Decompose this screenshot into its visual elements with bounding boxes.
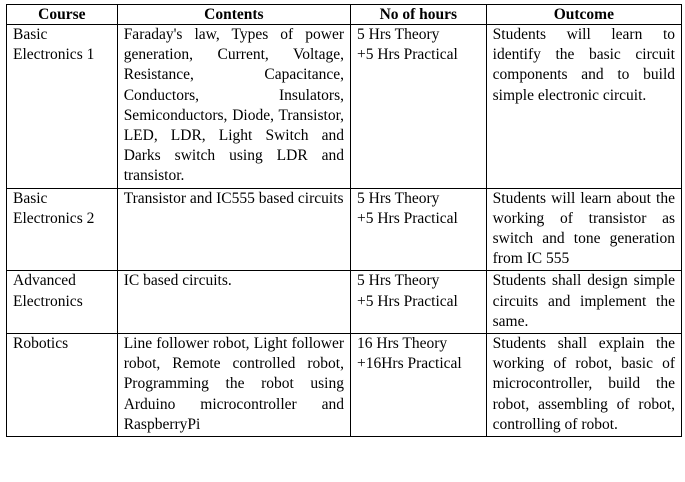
outcome-cell: Students shall design simple circuits and implement the same. — [486, 271, 681, 334]
hours-practical: +5 Hrs Practical — [357, 292, 458, 310]
contents-cell: Transistor and IC555 based circuits — [117, 188, 350, 271]
course-name-line: Basic — [13, 26, 48, 43]
table-row — [7, 188, 682, 271]
course-name-line: Electronics — [13, 292, 83, 310]
course-name-line: Robotics — [13, 335, 69, 353]
header-hours: No of hours — [351, 5, 487, 25]
contents-cell: Line follower robot, Light follower robot, Remote controlled robot, Programming the robot using Arduino microcontroller and RaspberryPi — [117, 334, 350, 437]
hours-theory: 5 Hrs Theory — [357, 189, 440, 207]
course-cell — [7, 334, 118, 437]
contents-cell: IC based circuits. — [117, 271, 350, 334]
hours-cell — [351, 334, 487, 437]
course-cell — [7, 188, 118, 271]
hours-cell — [351, 188, 487, 271]
hours-cell — [351, 271, 487, 334]
hours-practical: +5 Hrs Practical — [357, 209, 458, 227]
course-name-line: Basic — [13, 189, 48, 207]
course-cell — [7, 25, 118, 189]
hours-theory: 5 Hrs Theory — [357, 26, 440, 43]
outcome-cell: Students will learn to identify the basic circuit components and to build simple electronic circuit. — [486, 25, 681, 189]
table-row — [7, 334, 682, 437]
hours-practical: +5 Hrs Practical — [357, 46, 458, 64]
outcome-cell: Students will learn about the working of transistor as switch and tone generation from IC 555 — [486, 188, 681, 271]
course-cell — [7, 271, 118, 334]
course-name-line: Electronics 1 — [13, 46, 95, 64]
table-row — [7, 25, 682, 189]
header-contents: Contents — [117, 5, 350, 25]
header-row — [7, 5, 682, 25]
hours-theory: 5 Hrs Theory — [357, 272, 440, 290]
header-outcome: Outcome — [486, 5, 681, 25]
hours-practical: +16Hrs Practical — [357, 355, 462, 373]
header-course: Course — [7, 5, 118, 25]
outcome-cell: Students shall explain the working of robot, basic of microcontroller, build the robot, assembling of robot, controlling of robot. — [486, 334, 681, 437]
course-name-line: Advanced — [13, 272, 76, 290]
course-table — [6, 4, 682, 437]
hours-cell — [351, 25, 487, 189]
contents-cell: Faraday's law, Types of power generation, Current, Voltage, Resistance, Capacitance, Conductors, Insulators, Semiconductors, Diode, Transistor, LED, LDR, Light Switch and Darks switch using LDR and transistor. — [117, 25, 350, 189]
hours-theory: 16 Hrs Theory — [357, 335, 448, 353]
course-name-line: Electronics 2 — [13, 209, 95, 227]
table-row — [7, 271, 682, 334]
